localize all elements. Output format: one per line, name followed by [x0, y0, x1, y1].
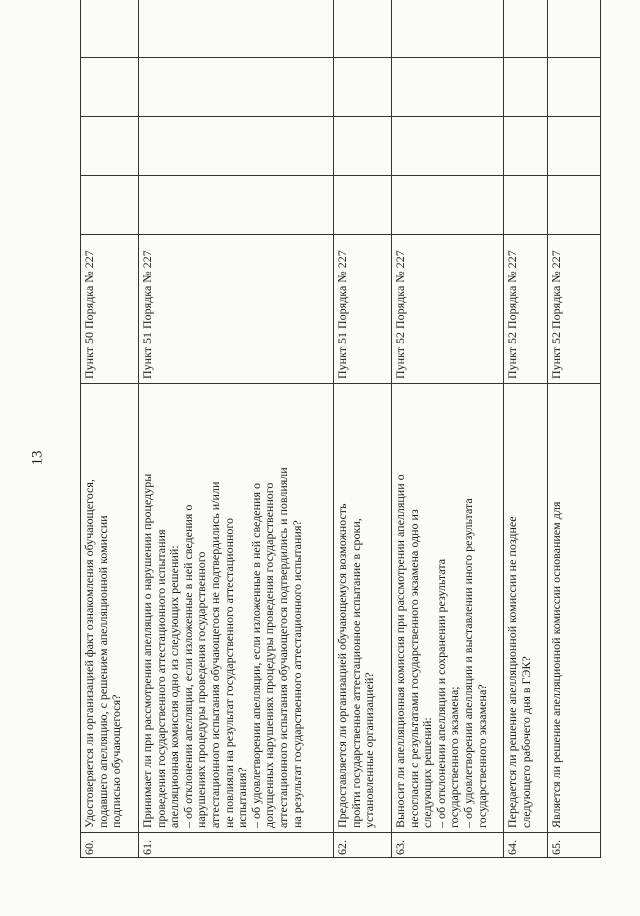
question-line: государственного экзамена? [474, 684, 489, 828]
answer-cell [139, 176, 334, 235]
answer-cell [504, 176, 548, 235]
row-number: 65. [548, 833, 601, 858]
row-number: 60. [81, 833, 139, 858]
legal-reference: Пункт 50 Порядка № 227 [81, 235, 139, 384]
answer-cell [334, 58, 392, 117]
answer-cell [504, 117, 548, 176]
answer-cell [139, 117, 334, 176]
question-line: Является ли решение апелляционной комиссии основанием для [549, 501, 563, 828]
answer-cell [81, 0, 139, 58]
row-number: 62. [334, 833, 392, 858]
question-line: проведения государственного аттестационного испытания [153, 529, 168, 828]
answer-cell [504, 0, 548, 58]
question-text [139, 384, 334, 833]
answer-cell [139, 0, 334, 58]
question-line: Выносит ли апелляционная комиссия при рассмотрении апелляции о [393, 474, 407, 828]
question-line: следующих решений: [420, 717, 435, 828]
question-line: Удостоверяется ли организацией факт ознакомления обучающегося, [82, 479, 96, 828]
question-line: нарушениях процедуры проведения государственного [194, 551, 209, 828]
checklist-table [80, 0, 601, 858]
question-line: допущенных нарушениях процедуры проведения государственного [262, 482, 277, 828]
question-line: Принимает ли при рассмотрении апелляции о нарушении процедуры [140, 473, 154, 828]
question-line: аттестационного испытания обучающегося не подтвердились и/или [207, 481, 222, 828]
table-row [334, 0, 392, 858]
question-line: аттестационного испытания обучающегося подтвердились и повлияли [275, 467, 290, 828]
row-number: 64. [504, 833, 548, 858]
table-row [81, 0, 139, 858]
legal-reference: Пункт 51 Порядка № 227 [139, 235, 334, 384]
answer-cell [548, 176, 601, 235]
table-row [504, 0, 548, 858]
answer-cell [548, 117, 601, 176]
answer-cell [334, 176, 392, 235]
question-line: – об удовлетворении апелляции и выставлении иного результата [460, 498, 475, 828]
legal-reference: Пункт 52 Порядка № 227 [392, 235, 504, 384]
question-line: Передается ли решение апелляционной комиссии не позднее [505, 516, 519, 828]
answer-cell [81, 117, 139, 176]
question-line: Предоставляется ли организацией обучающемуся возможность [335, 503, 349, 828]
question-line: подавшего апелляцию, с решением апелляционной комиссии [95, 515, 110, 828]
answer-cell [334, 117, 392, 176]
question-line: – об отклонении апелляции и сохранении результата [433, 558, 448, 828]
answer-cell [334, 0, 392, 58]
row-number: 63. [392, 833, 504, 858]
table-row [392, 0, 504, 858]
question-line: – об удовлетворении апелляции, если изложенные в ней сведения о [248, 483, 263, 828]
table-row [548, 0, 601, 858]
question-text [81, 384, 139, 833]
row-number: 61. [139, 833, 334, 858]
legal-reference: Пункт 52 Порядка № 227 [504, 235, 548, 384]
question-line: государственного экзамена; [447, 686, 462, 828]
question-line: – об отклонении апелляции, если изложенные в ней сведения о [180, 504, 195, 828]
legal-reference: Пункт 51 Порядка № 227 [334, 235, 392, 384]
answer-cell [548, 58, 601, 117]
table-row [139, 0, 334, 858]
question-text [392, 384, 504, 833]
question-line: подписью обучающегося? [109, 694, 124, 828]
question-line: испытания? [235, 767, 250, 828]
answer-cell [139, 58, 334, 117]
question-text [504, 384, 548, 833]
rotated-content [80, 68, 600, 858]
answer-cell [548, 0, 601, 58]
page-number: 13 [29, 450, 46, 466]
question-text [334, 384, 392, 833]
answer-cell [392, 176, 504, 235]
answer-cell [392, 58, 504, 117]
question-line: следующего рабочего дня в ГЭК? [518, 656, 533, 828]
answer-cell [81, 58, 139, 117]
question-text [548, 384, 601, 833]
question-line: пройти государственное аттестационное испытание в сроки, [348, 518, 363, 828]
question-line: не повлияли на результат государственного аттестационного [221, 517, 236, 828]
question-line: несогласии с результатами государственного экзамена одно из [406, 509, 421, 828]
answer-cell [392, 117, 504, 176]
question-line: на результат государственного аттестационного испытания? [289, 520, 304, 828]
answer-cell [81, 176, 139, 235]
question-line: апелляционная комиссия одно из следующих решений: [167, 545, 182, 828]
answer-cell [392, 0, 504, 58]
question-line: установленные организацией? [362, 672, 377, 828]
answer-cell [504, 58, 548, 117]
legal-reference: Пункт 52 Порядка № 227 [548, 235, 601, 384]
